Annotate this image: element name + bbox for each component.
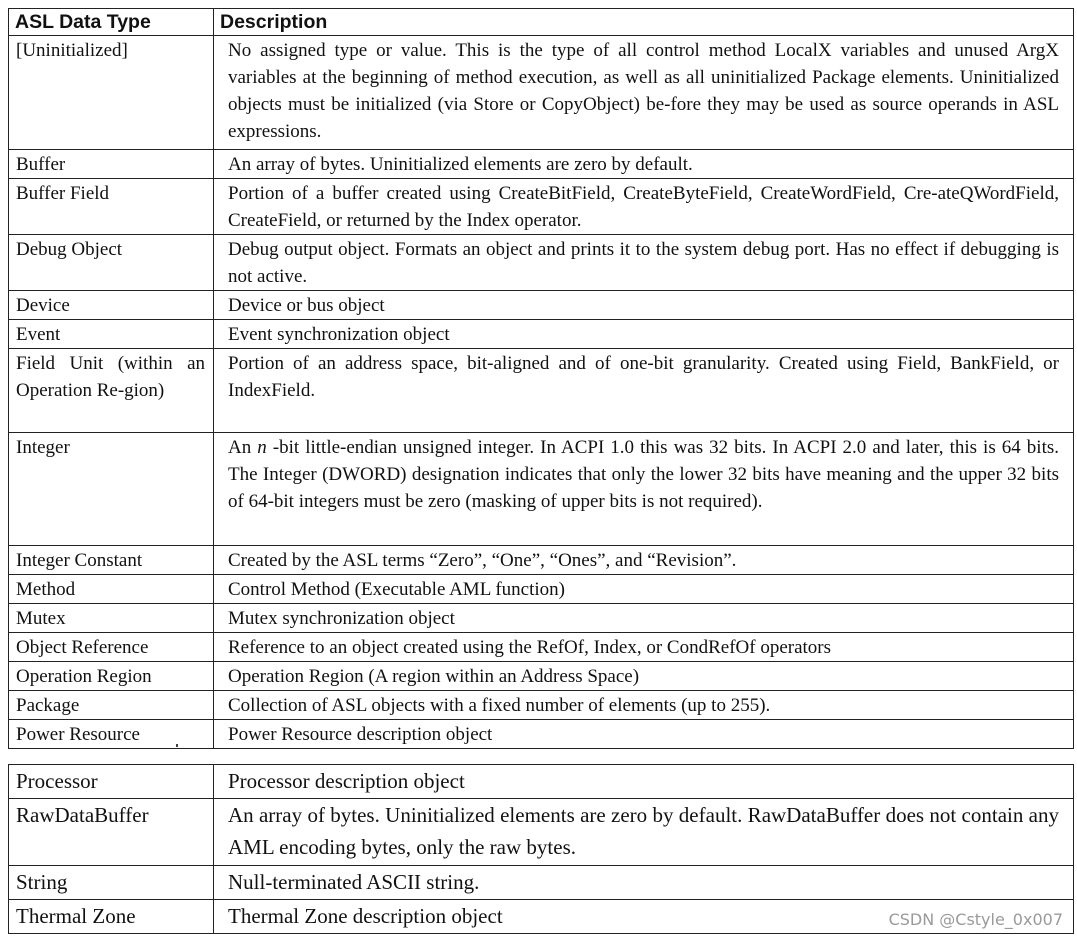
type-cell: Field Unit (within an Operation Re-gion): [9, 349, 214, 433]
table-row: [9, 433, 1074, 546]
description-cell: Event synchronization object: [214, 320, 1074, 349]
header-asl-data-type: ASL Data Type: [9, 9, 214, 36]
type-cell: Buffer: [9, 150, 214, 179]
variable-n: n: [257, 437, 267, 458]
table-row: [9, 633, 1074, 662]
type-cell: [Uninitialized]: [9, 36, 214, 150]
table-row: [9, 866, 1074, 900]
description-cell: Device or bus object: [214, 291, 1074, 320]
table-row: [9, 720, 1074, 749]
description-cell: Mutex synchronization object: [214, 604, 1074, 633]
type-cell: Operation Region: [9, 662, 214, 691]
description-cell: Null-terminated ASCII string.: [214, 866, 1074, 900]
type-cell: Processor: [9, 765, 214, 799]
type-cell: Thermal Zone: [9, 900, 214, 934]
type-cell: Debug Object: [9, 235, 214, 291]
table-row: [9, 799, 1074, 866]
description-cell: Collection of ASL objects with a fixed number of elements (up to 255).: [214, 691, 1074, 720]
description-cell: Thermal Zone description object: [214, 900, 1074, 934]
table-row: [9, 546, 1074, 575]
description-text: An: [228, 437, 258, 458]
watermark: CSDN @Cstyle_0x007: [888, 910, 1063, 929]
asl-data-types-table-continued: [8, 764, 1074, 934]
description-cell: Reference to an object created using the RefOf, Index, or CondRefOf operators: [214, 633, 1074, 662]
table-header-row: [9, 9, 1074, 36]
type-cell: Object Reference: [9, 633, 214, 662]
type-cell: Method: [9, 575, 214, 604]
header-description: Description: [214, 9, 1074, 36]
type-cell: Integer: [9, 433, 214, 546]
description-cell: An array of bytes. Uninitialized elements are zero by default. RawDataBuffer does not contain any AML encoding bytes, only the raw bytes.: [214, 799, 1074, 866]
table-row: [9, 150, 1074, 179]
table-row: [9, 179, 1074, 235]
description-cell: Control Method (Executable AML function): [214, 575, 1074, 604]
description-cell: Portion of a buffer created using CreateBitField, CreateByteField, CreateWordField, Cre-ateQWordField, CreateField, or returned by the Index operator.: [214, 179, 1074, 235]
table-row: [9, 765, 1074, 799]
asl-data-types-table: [8, 8, 1074, 749]
table-row: [9, 235, 1074, 291]
table-row: [9, 575, 1074, 604]
type-cell: Buffer Field: [9, 179, 214, 235]
table-row: [9, 604, 1074, 633]
table-row: [9, 291, 1074, 320]
description-cell: Debug output object. Formats an object and prints it to the system debug port. Has no effect if debugging is not active.: [214, 235, 1074, 291]
type-cell: Integer Constant: [9, 546, 214, 575]
description-cell: Operation Region (A region within an Address Space): [214, 662, 1074, 691]
description-cell: Power Resource description object: [214, 720, 1074, 749]
table-row: [9, 349, 1074, 433]
table-row: [9, 691, 1074, 720]
description-cell: No assigned type or value. This is the type of all control method LocalX variables and unused ArgX variables at the beginning of method execution, as well as all uninitialized Package elements. Uninitialized objects must be initialized (via Store or CopyObject) be-fore they may be used as source operands in ASL expressions.: [214, 36, 1074, 150]
type-cell: String: [9, 866, 214, 900]
table-row: [9, 662, 1074, 691]
type-cell: Mutex: [9, 604, 214, 633]
table-row: [9, 320, 1074, 349]
type-cell: Device: [9, 291, 214, 320]
description-cell: Created by the ASL terms “Zero”, “One”, “Ones”, and “Revision”.: [214, 546, 1074, 575]
description-cell: [214, 433, 1074, 546]
type-cell: RawDataBuffer: [9, 799, 214, 866]
description-cell: Processor description object: [214, 765, 1074, 799]
type-cell: Package: [9, 691, 214, 720]
description-text: -bit little-endian unsigned integer. In ACPI 1.0 this was 32 bits. In ACPI 2.0 and later, this is 64 bits. The Integer (DWORD) designation indicates that only the lower 32 bits have meaning and the upper 32 bits of 64-bit integers must be zero (masking of upper bits is not required).: [228, 437, 1059, 512]
page-break-mark: [176, 744, 178, 747]
table-row: [9, 36, 1074, 150]
description-cell: Portion of an address space, bit-aligned and of one-bit granularity. Created using Field, BankField, or IndexField.: [214, 349, 1074, 433]
type-cell: Power Resource: [9, 720, 214, 749]
type-cell: Event: [9, 320, 214, 349]
description-cell: An array of bytes. Uninitialized elements are zero by default.: [214, 150, 1074, 179]
